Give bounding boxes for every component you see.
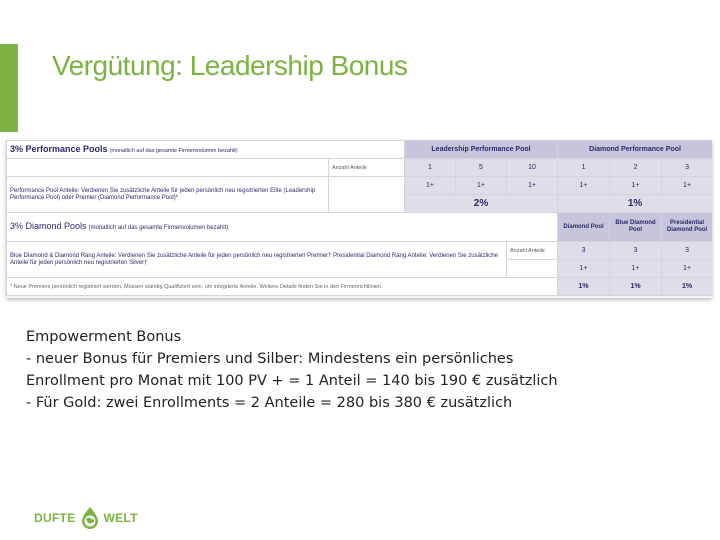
performance-pool-shares-text: Performance Pool Anteile: Verdienen Sie zusätzliche Anteile für jeden persönlich neu registrierten Elite (Leadership Performance Pool) oder Premier (Diamond Performance Pool)* xyxy=(7,177,329,213)
table-cell: 3 xyxy=(610,242,662,260)
body-line: - Für Gold: zwei Enrollments = 2 Anteile = 280 bis 380 € zusätzlich xyxy=(26,395,513,411)
shares-count-label: Anzahl Anteile xyxy=(329,159,405,177)
table-cell: 1% xyxy=(610,278,662,296)
body-line: - neuer Bonus für Premiers und Silber: Mindestens ein persönliches xyxy=(26,351,514,367)
body-line: Enrollment pro Monat mit 100 PV + = 1 Anteil = 140 bis 190 € zusätzlich xyxy=(26,373,558,389)
table-cell: 1+ xyxy=(405,177,456,195)
blue-diamond-pool-col-header: Blue Diamond Pool xyxy=(610,213,662,242)
logo-text-left: DUFTE xyxy=(34,511,76,525)
leadership-pool-percent: 2% xyxy=(405,195,558,213)
table-cell: 1 xyxy=(558,159,610,177)
diamond-pool-header: Diamond Performance Pool xyxy=(558,141,712,159)
globe-drop-icon xyxy=(79,506,101,530)
table-cell: 1+ xyxy=(610,177,662,195)
dufte-welt-logo xyxy=(34,506,138,530)
table-cell: 3 xyxy=(662,159,712,177)
accent-bar xyxy=(0,44,18,132)
diamond-rank-shares-text: Blue Diamond & Diamond Rang Anteile: Verdienen Sie zusätzliche Anteile für jeden persönlich neu registrierten Premier† Presidential Diamond Rang Anteile: Verdienen Sie zusätzliche Anteile für jeden persönlich neu registrierten Silver† xyxy=(7,242,507,278)
presidential-diamond-pool-col-header: Presidential Diamond Pool xyxy=(662,213,712,242)
table-cell: 3 xyxy=(662,242,712,260)
table-cell: 2 xyxy=(610,159,662,177)
table-cell: 3 xyxy=(558,242,610,260)
leadership-pool-header: Leadership Performance Pool xyxy=(405,141,558,159)
performance-pools-title: 3% Performance Pools (monatlich auf das gesamte Firmenvolumen bezahlt) xyxy=(7,141,405,159)
shares-count-label-2: Anzahl Anteile xyxy=(507,242,558,260)
table-cell: 1+ xyxy=(558,177,610,195)
table-cell-empty xyxy=(7,159,329,177)
table-cell: 1+ xyxy=(507,177,558,195)
table-cell: 1% xyxy=(558,278,610,296)
bonus-table xyxy=(6,140,712,298)
bonus-table-grid xyxy=(6,140,712,296)
table-cell-empty xyxy=(507,260,558,278)
table-cell: 1+ xyxy=(610,260,662,278)
table-cell: 1% xyxy=(662,278,712,296)
table-cell: 10 xyxy=(507,159,558,177)
table-cell: 1+ xyxy=(662,177,712,195)
table-cell: 1+ xyxy=(662,260,712,278)
table-cell: 1+ xyxy=(558,260,610,278)
diamond-pool-col-header: Diamond Pool xyxy=(558,213,610,242)
body-text xyxy=(26,326,558,414)
body-line: Empowerment Bonus xyxy=(26,329,182,345)
slide-title: Vergütung: Leadership Bonus xyxy=(52,50,408,81)
table-footnote: * Neue Premiers persönlich registriert werden, Müssen ständig Qualifiziert sein, um integrierte Anteile. Weitere Details finden Sie in den Firmenrichtlinien. xyxy=(7,278,558,296)
table-cell: 5 xyxy=(456,159,507,177)
table-cell-empty xyxy=(329,177,405,213)
table-cell: 1 xyxy=(405,159,456,177)
table-cell: 1+ xyxy=(456,177,507,195)
diamond-pool-percent: 1% xyxy=(558,195,712,213)
diamond-pools-title: 3% Diamond Pools (monatlich auf das gesamte Firmenvolumen bezahlt) xyxy=(7,213,558,242)
logo-text-right: WELT xyxy=(103,511,138,525)
